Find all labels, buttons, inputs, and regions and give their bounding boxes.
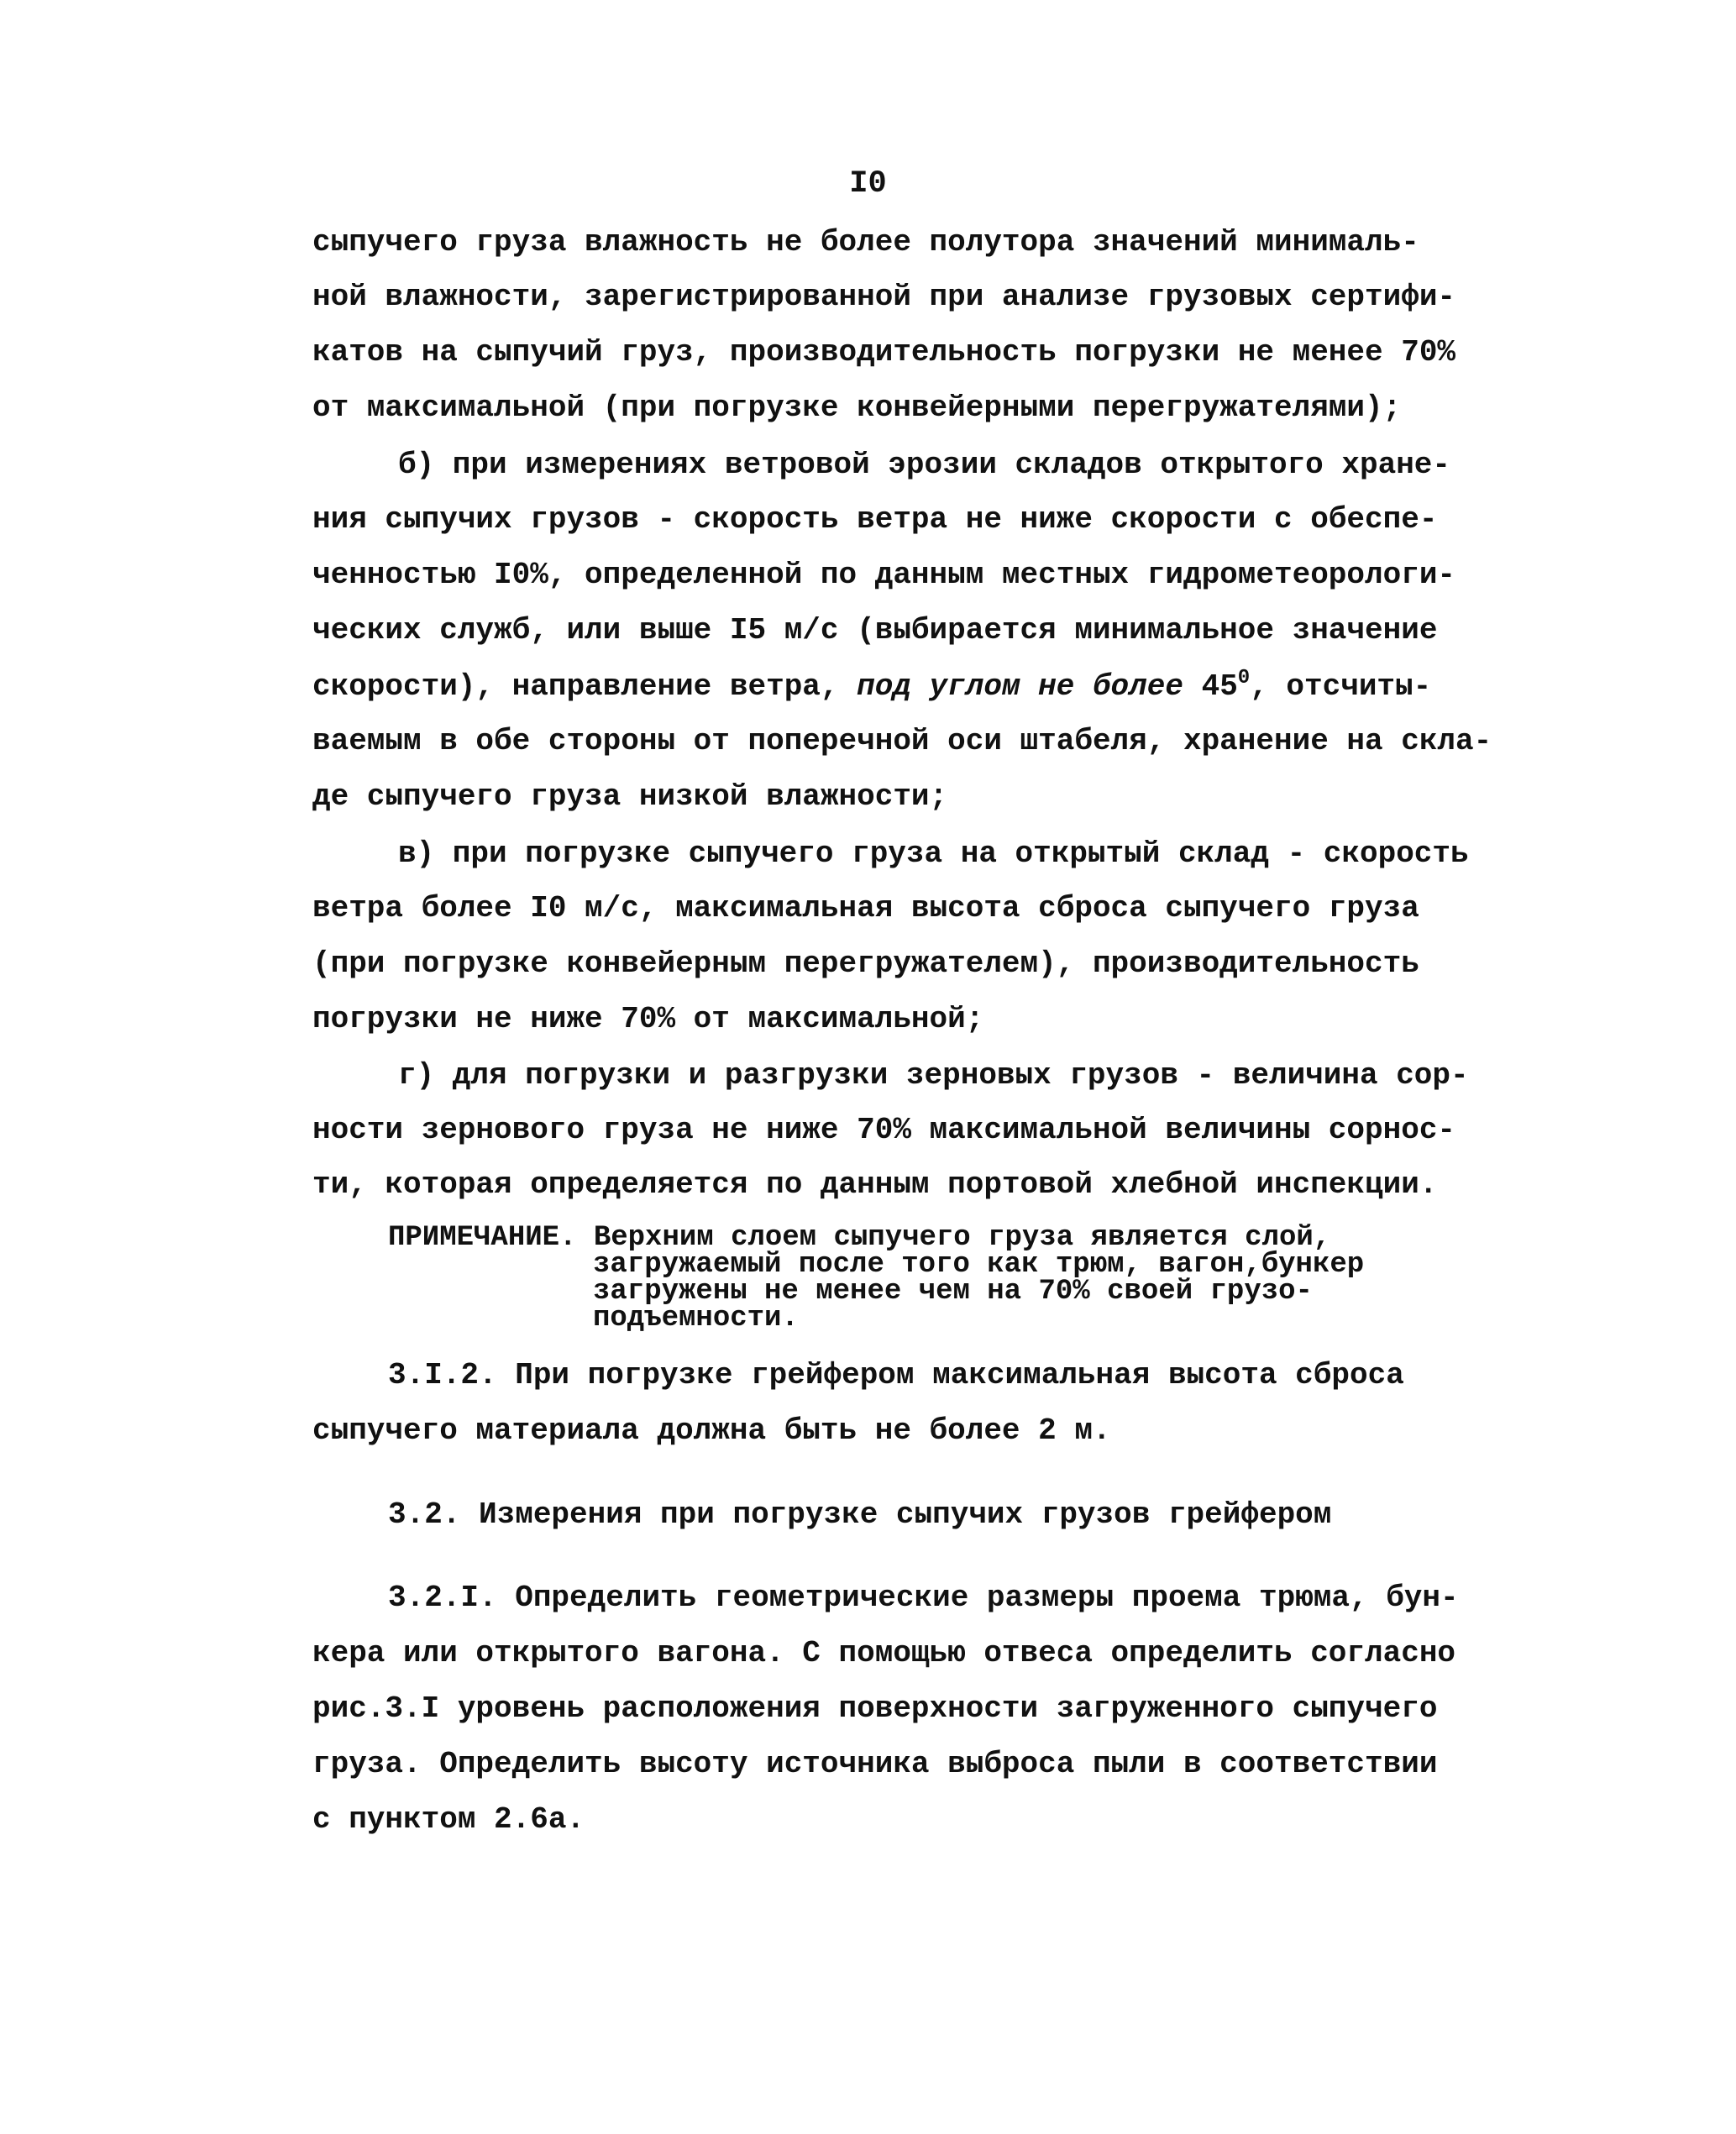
text-line: ченностью I0%, определенной по данным местных гидрометеорологи- xyxy=(312,558,1456,592)
text-line: катов на сыпучий груз, производительность погрузки не менее 70% xyxy=(312,335,1456,370)
text-run: скорости), направление ветра, xyxy=(312,669,858,704)
text-line: от максимальной (при погрузке конвейерными перегружателями); xyxy=(312,391,1402,425)
text-line: ности зернового груза не ниже 70% максимальной величины сорнос- xyxy=(312,1113,1456,1147)
text-run: , отсчиты- xyxy=(1250,669,1432,704)
text-line: рис.3.I уровень расположения поверхности загруженного сыпучего xyxy=(312,1691,1438,1726)
text-line: в) при погрузке сыпучего груза на открытый склад - скорость xyxy=(398,836,1469,871)
text-line: сыпучего материала должна быть не более 2 м. xyxy=(312,1413,1111,1448)
text-line: ветра более I0 м/с, максимальная высота сброса сыпучего груза xyxy=(312,891,1419,925)
text-line: 3.I.2. При погрузке грейфером максимальная высота сброса xyxy=(388,1358,1404,1392)
text-line: сыпучего груза влажность не более полутора значений минималь- xyxy=(312,225,1419,260)
note-line: загружены не менее чем на 70% своей грузо- xyxy=(593,1276,1313,1308)
note-line: подъемности. xyxy=(593,1303,799,1334)
text-line: (при погрузке конвейерным перегружателем), производительность xyxy=(312,946,1419,981)
section-heading: 3.2. Измерения при погрузке сыпучих грузов грейфером xyxy=(388,1497,1332,1532)
note-line: загружаемый после того как трюм, вагон,бункер xyxy=(593,1249,1365,1281)
text-run-italic: под углом не более xyxy=(857,669,1183,704)
text-line: с пунктом 2.6а. xyxy=(312,1802,585,1837)
text-line: груза. Определить высоту источника выброса пыли в соответствии xyxy=(312,1747,1438,1781)
text-line: погрузки не ниже 70% от максимальной; xyxy=(312,1002,984,1036)
degree-superscript: 0 xyxy=(1237,667,1251,689)
text-line: кера или открытого вагона. С помощью отвеса определить согласно xyxy=(312,1636,1456,1670)
text-line: ческих служб, или выше I5 м/с (выбирается минимальное значение xyxy=(312,613,1438,648)
text-line: б) при измерениях ветровой эрозии складов открытого хране- xyxy=(398,448,1451,482)
text-line: 3.2.I. Определить геометрические размеры проема трюма, бун- xyxy=(388,1581,1459,1615)
text-line: ваемым в обе стороны от поперечной оси штабеля, хранение на скла- xyxy=(312,724,1492,758)
note-line: ПРИМЕЧАНИЕ. Верхним слоем сыпучего груза является слой, xyxy=(388,1222,1331,1254)
text-line: г) для погрузки и разгрузки зерновых грузов - величина сор- xyxy=(398,1058,1469,1093)
page-number: I0 xyxy=(849,166,887,202)
text-run: 45 xyxy=(1183,669,1238,704)
text-line: де сыпучего груза низкой влажности; xyxy=(312,779,948,814)
text-line: ной влажности, зарегистрированной при анализе грузовых сертифи- xyxy=(312,280,1456,314)
text-line: ти, которая определяется по данным портовой хлебной инспекции. xyxy=(312,1167,1438,1202)
text-line xyxy=(312,669,1431,704)
text-line: ния сыпучих грузов - скорость ветра не ниже скорости с обеспе- xyxy=(312,502,1438,537)
